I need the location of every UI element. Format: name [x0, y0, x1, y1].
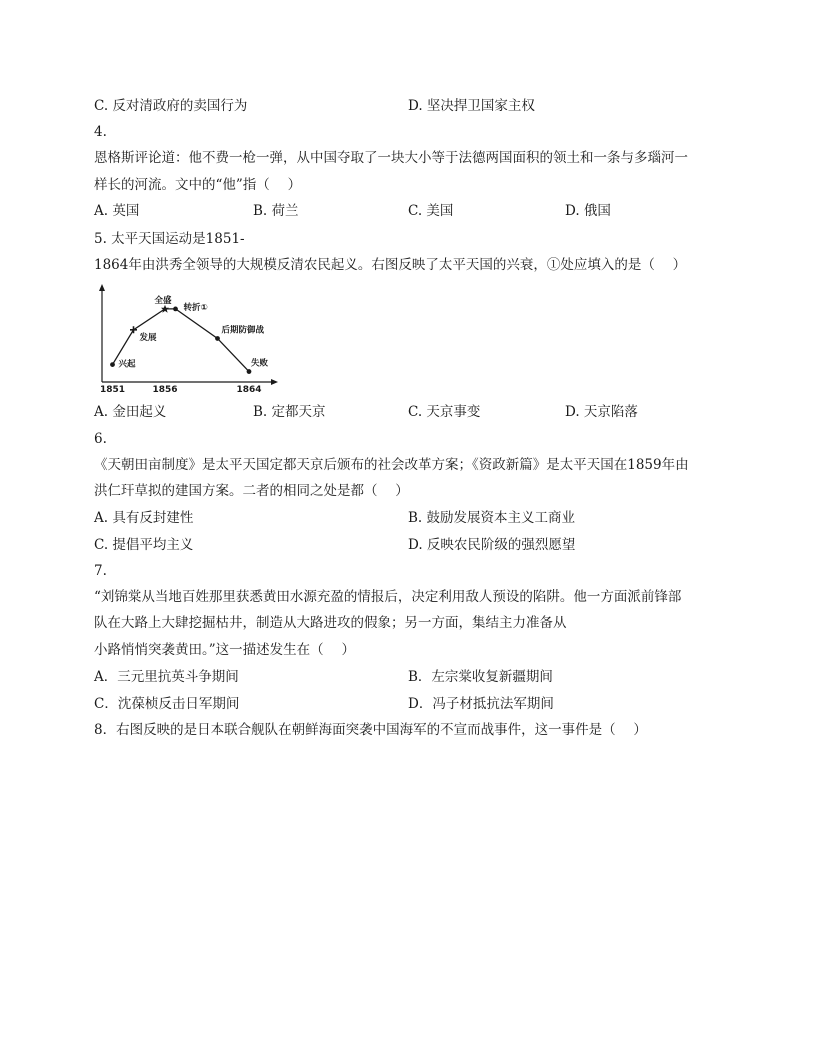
- q6-stem-line1: 《天朝田亩制度》是太平天国定都天京后颁布的社会改革方案；《资政新篇》是太平天国在1859年由: [94, 457, 689, 473]
- q7-number: 7.: [94, 563, 107, 579]
- data-point: [173, 306, 178, 311]
- q7-stem-line1: “刘锦棠从当地百姓那里获悉黄田水源充盈的情报后，决定利用敌人预设的陷阱。他一方面派前锋部: [94, 589, 682, 605]
- data-point-label: 转折①: [183, 302, 208, 313]
- q4-stem-line1: 恩格斯评论道：他不费一枪一弹，从中国夺取了一块大小等于法德两国面积的领土和一条与多瑙河一: [94, 150, 688, 166]
- q7-option-b: B．左宗棠收复新疆期间: [408, 669, 553, 685]
- q4-option-d: D. 俄国: [565, 203, 611, 219]
- data-point: [110, 362, 115, 367]
- q4-option-c: C. 美国: [408, 203, 454, 219]
- q7-stem-line3: 小路悄悄突袭黄田。”这一描述发生在（ ）: [94, 642, 355, 658]
- q6-option-a: A. 具有反封建性: [94, 510, 194, 526]
- q5-stem-line2: 1864年由洪秀全领导的大规模反清农民起义。右图反映了太平天国的兴衰，①处应填入的是（ ）: [94, 257, 687, 273]
- q7-stem-line2: 队在大路上大肆挖掘枯井，制造从大路进攻的假象；另一方面，集结主力准备从: [94, 615, 567, 631]
- q6-stem-line2: 洪仁玕草拟的建国方案。二者的相同之处是都（ ）: [94, 483, 409, 499]
- q5-option-d: D. 天京陷落: [565, 404, 638, 420]
- x-tick-label: 1851: [99, 385, 126, 394]
- taiping-rise-fall-chart: [94, 284, 284, 394]
- data-point: [215, 336, 220, 341]
- q3-option-d: D. 坚决捍卫国家主权: [408, 98, 535, 114]
- q6-option-c: C. 提倡平均主义: [94, 537, 194, 553]
- data-point: [247, 369, 252, 374]
- data-point-label: 兴起: [118, 359, 136, 370]
- q4-option-b: B. 荷兰: [253, 203, 299, 219]
- q5-option-b: B. 定都天京: [253, 404, 326, 420]
- q6-option-d: D. 反映农民阶级的强烈愿望: [408, 537, 576, 553]
- q7-option-d: D．冯子材抵抗法军期间: [408, 696, 554, 712]
- chart-marks: [110, 295, 268, 374]
- q8-stem: 8．右图反映的是日本联合舰队在朝鲜海面突袭中国海军的不宣而战事件，这一事件是（ ）: [94, 722, 647, 738]
- x-axis-arrow: [271, 379, 278, 385]
- q4-option-a: A. 英国: [94, 203, 140, 219]
- data-point-label: 失败: [251, 358, 269, 369]
- q6-number: 6.: [94, 431, 107, 447]
- q7-option-a: A．三元里抗英斗争期间: [94, 669, 239, 685]
- q7-option-c: C．沈葆桢反击日军期间: [94, 696, 240, 712]
- q6-option-b: B. 鼓励发展资本主义工商业: [408, 510, 576, 526]
- q5-option-c: C. 天京事变: [408, 404, 481, 420]
- q3-option-c: C. 反对清政府的卖国行为: [94, 98, 248, 114]
- y-axis-arrow: [99, 284, 105, 291]
- data-point-label: 全盛: [154, 295, 172, 306]
- q5-stem-line1: 5. 太平天国运动是1851-: [94, 231, 245, 247]
- x-tick-label: 1856: [152, 385, 178, 394]
- x-tick-label: 1864: [236, 385, 262, 394]
- q4-number: 4.: [94, 124, 107, 140]
- q4-stem-line2: 样长的河流。文中的“他”指（ ）: [94, 177, 302, 193]
- data-point-cross: [130, 326, 137, 333]
- data-point-label: 发展: [139, 332, 157, 343]
- chart-axes: [99, 284, 278, 394]
- data-point-label: 后期防御战: [221, 325, 265, 336]
- q5-option-a: A. 金田起义: [94, 404, 167, 420]
